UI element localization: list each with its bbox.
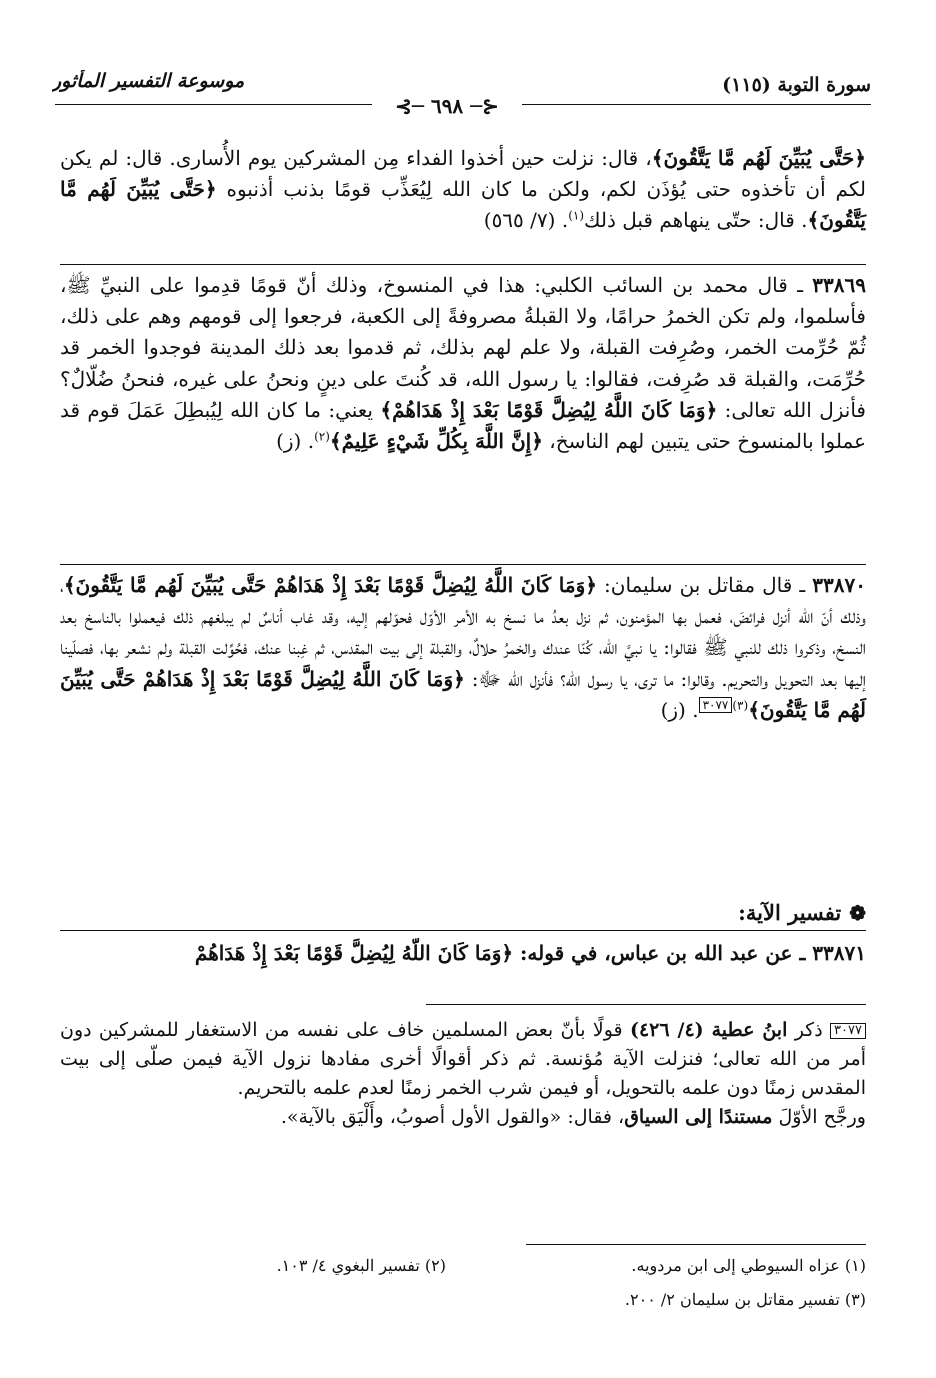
- paragraph-text: يعني: ما كان الله لِيُبطِلَ عَمَلَ قوم قد عملوا بالمنسوخ حتى يتبين لهم الناسخ،: [60, 397, 866, 454]
- source-marker: . (ز): [276, 429, 315, 454]
- paragraph-divider: [60, 930, 866, 931]
- commentary: [60, 1016, 866, 1132]
- commentary-ref-box[interactable]: ٣٠٧٧: [699, 697, 733, 713]
- hadith-number: ٣٣٨٧١: [812, 941, 866, 965]
- quran-quote: ﴿وَمَا كَانَ اللَّهُ لِيُضِلَّ قَوْمًا بَعْدَ إِذْ هَدَاهُمْ: [194, 941, 514, 965]
- paragraph-text: ، وذلك أنّ الله أنزل فرائضَ، فعمل بها المؤمنون، ثم نزل بعدُ ما نسخ به الأمر الأوّل فحوّلهم إليه، وقد غاب أناسٌ لم يبلغهم ذلك فيعملوا بالناسخ بعد النسخ، وذكروا ذلك للنبي ﷺ فقالوا: يا نبيَّ الله، كُنّا عندك والخمرُ حلالٌ، والقبلة إلى بيت المقدس، ثم غِبنا عنك، فحُوِّلت القبلة ولم نشعر بها، فصلّينا إليها بعد التحويل والتحريم. وقالوا: ما ترى، يا رسول الله؟ فأنزل الله ﷻ:: [60, 573, 867, 691]
- quran-quote: ﴿وَمَا كَانَ اللَّهُ لِيُضِلَّ قَوْمًا بَعْدَ إِذْ هَدَاهُمْ﴾: [380, 397, 718, 422]
- footnote-ref[interactable]: (١): [568, 208, 585, 223]
- commentary-text: ورجَّح الأوّلَ: [772, 1106, 866, 1128]
- commentary-number-box: ٣٠٧٧: [830, 1023, 866, 1039]
- quran-quote: ﴿إِنَّ اللَّهَ بِكُلِّ شَيْءٍ عَلِيمٌ﴾: [329, 429, 543, 454]
- paragraph-divider: [60, 264, 866, 265]
- quran-quote: ﴿وَمَا كَانَ اللَّهُ لِيُضِلَّ قَوْمًا بَعْدَ إِذْ هَدَاهُمْ حَتَّى يُبَيِّنَ لَهُم مَّا يَتَّقُونَ﴾: [63, 573, 597, 597]
- quran-quote: ﴿وَمَا كَانَ اللَّهُ لِيُضِلَّ قَوْمًا بَعْدَ إِذْ هَدَاهُمْ حَتَّى يُبَيِّنَ لَهُم مَّا يَتَّقُونَ﴾: [60, 666, 866, 722]
- footnote-ref[interactable]: (٣): [732, 698, 749, 713]
- quran-quote: ﴿حَتَّى يُبَيِّنَ لَهُم مَّا يَتَّقُونَ﴾: [651, 146, 866, 170]
- paragraph-1: [60, 143, 866, 237]
- paragraph-text: ـ قال مقاتل بن سليمان:: [596, 573, 813, 597]
- surah-header: [651, 74, 871, 108]
- commentary-text: ، فقال: «والقول الأول أصوبُ، وأَلْيَق بالآية».: [280, 1106, 625, 1128]
- hadith-number: ٣٣٨٦٩: [812, 273, 866, 297]
- footnote-ref[interactable]: (٢): [314, 429, 330, 444]
- commentary-text: قولًا بأنّ بعض المسلمين خاف على نفسه من الاستغفار للمشركين دون أمر من الله تعالى؛ فنزلت الآية مُؤنسة. ثم ذكر أقوالًا أخرى مفادها نزول الآية فيمن صلّى إلى بيت المقدس زمنًا دون علمه بالتحويل، أو فيمن شرب الخمر زمنًا لعدم علمه بالتحريم.: [60, 1019, 866, 1099]
- ayah-number: (١١٥): [722, 74, 771, 96]
- footnote-2: (٢) تفسير البغوي ٤/ ١٠٣.: [276, 1256, 446, 1275]
- commentary-divider: [426, 1004, 866, 1005]
- paragraph-divider: [60, 564, 866, 565]
- hadith-number: ٣٣٨٧٠: [812, 573, 866, 597]
- paragraph-text: ـ قال محمد بن السائب الكلبي: هذا في المنسوخ، وذلك أنّ قومًا قدِموا على النبيِّ ﷺ، فأسلموا، ولم تكن الخمرُ حرامًا، ولا القبلةُ مصروفةً إلى الكعبة، فرجعوا إلى قومهم وهم على ذلك، ثُمّ حُرِّمت الخمر، وصُرِفت القبلة، ولا علم لهم بذلك، ثم قدموا بعد ذلك المدينة فوجدوا الخمر قد حُرِّمَت، والقبلة قد صُرِفت، فقالوا: يا رسول الله، قد كُنتَ على دينٍ ونحنُ على غيره، فنحنُ ضُلّالٌ؟ فأنزل الله تعالى:: [60, 273, 866, 422]
- quran-quote: ﴿حَتَّى يُبَيِّنَ لَهُم مَّا يَتَّقُونَ﴾: [60, 177, 866, 233]
- ornament-right-icon: ⊰─: [470, 94, 499, 118]
- volume-ref: . (٧/ ٥٦٥): [483, 208, 569, 233]
- source-marker: . (ز): [660, 697, 699, 722]
- flower-icon: ❁: [849, 901, 866, 925]
- paragraph-text: ـ عن عبد الله بن عباس، في قوله:: [513, 941, 813, 965]
- book-title: موسوعة التفسير المأثور: [52, 70, 245, 92]
- section-heading: [738, 900, 866, 925]
- section-title: تفسير الآية:: [738, 900, 842, 925]
- paragraph-text: . قال: حتّى ينهاهم قبل ذلك: [584, 208, 808, 233]
- page-number-box: [372, 93, 522, 119]
- page-number: ٦٩٨: [430, 94, 464, 118]
- footnote-divider: [526, 1244, 866, 1245]
- commentary-text: ذكر: [787, 1019, 831, 1041]
- paragraph-2: [60, 270, 866, 457]
- paragraph-3: [60, 570, 866, 726]
- paragraph-4: [60, 938, 866, 974]
- ornament-left-icon: ─⊱: [395, 94, 424, 118]
- footnote-1: (١) عزاه السيوطي إلى ابن مردويه.: [631, 1256, 866, 1275]
- surah-name: سورة التوبة: [777, 74, 871, 96]
- footnote-3: (٣) تفسير مقاتل بن سليمان ٢/ ٢٠٠.: [624, 1290, 866, 1309]
- commentary-author: ابنُ عطية (٤/ ٤٢٦): [629, 1019, 788, 1041]
- commentary-emphasis: مستندًا إلى السياق: [624, 1106, 773, 1128]
- paragraph-text: ، قال: نزلت حين أخذوا الفداء مِن المشركين يوم الأُسارى. قال: لم يكن لكم أن تأخذوه حتى يُؤذَن لكم، ولكن ما كان الله لِيُعَذِّب قومًا بذنب أذنبوه: [60, 146, 866, 202]
